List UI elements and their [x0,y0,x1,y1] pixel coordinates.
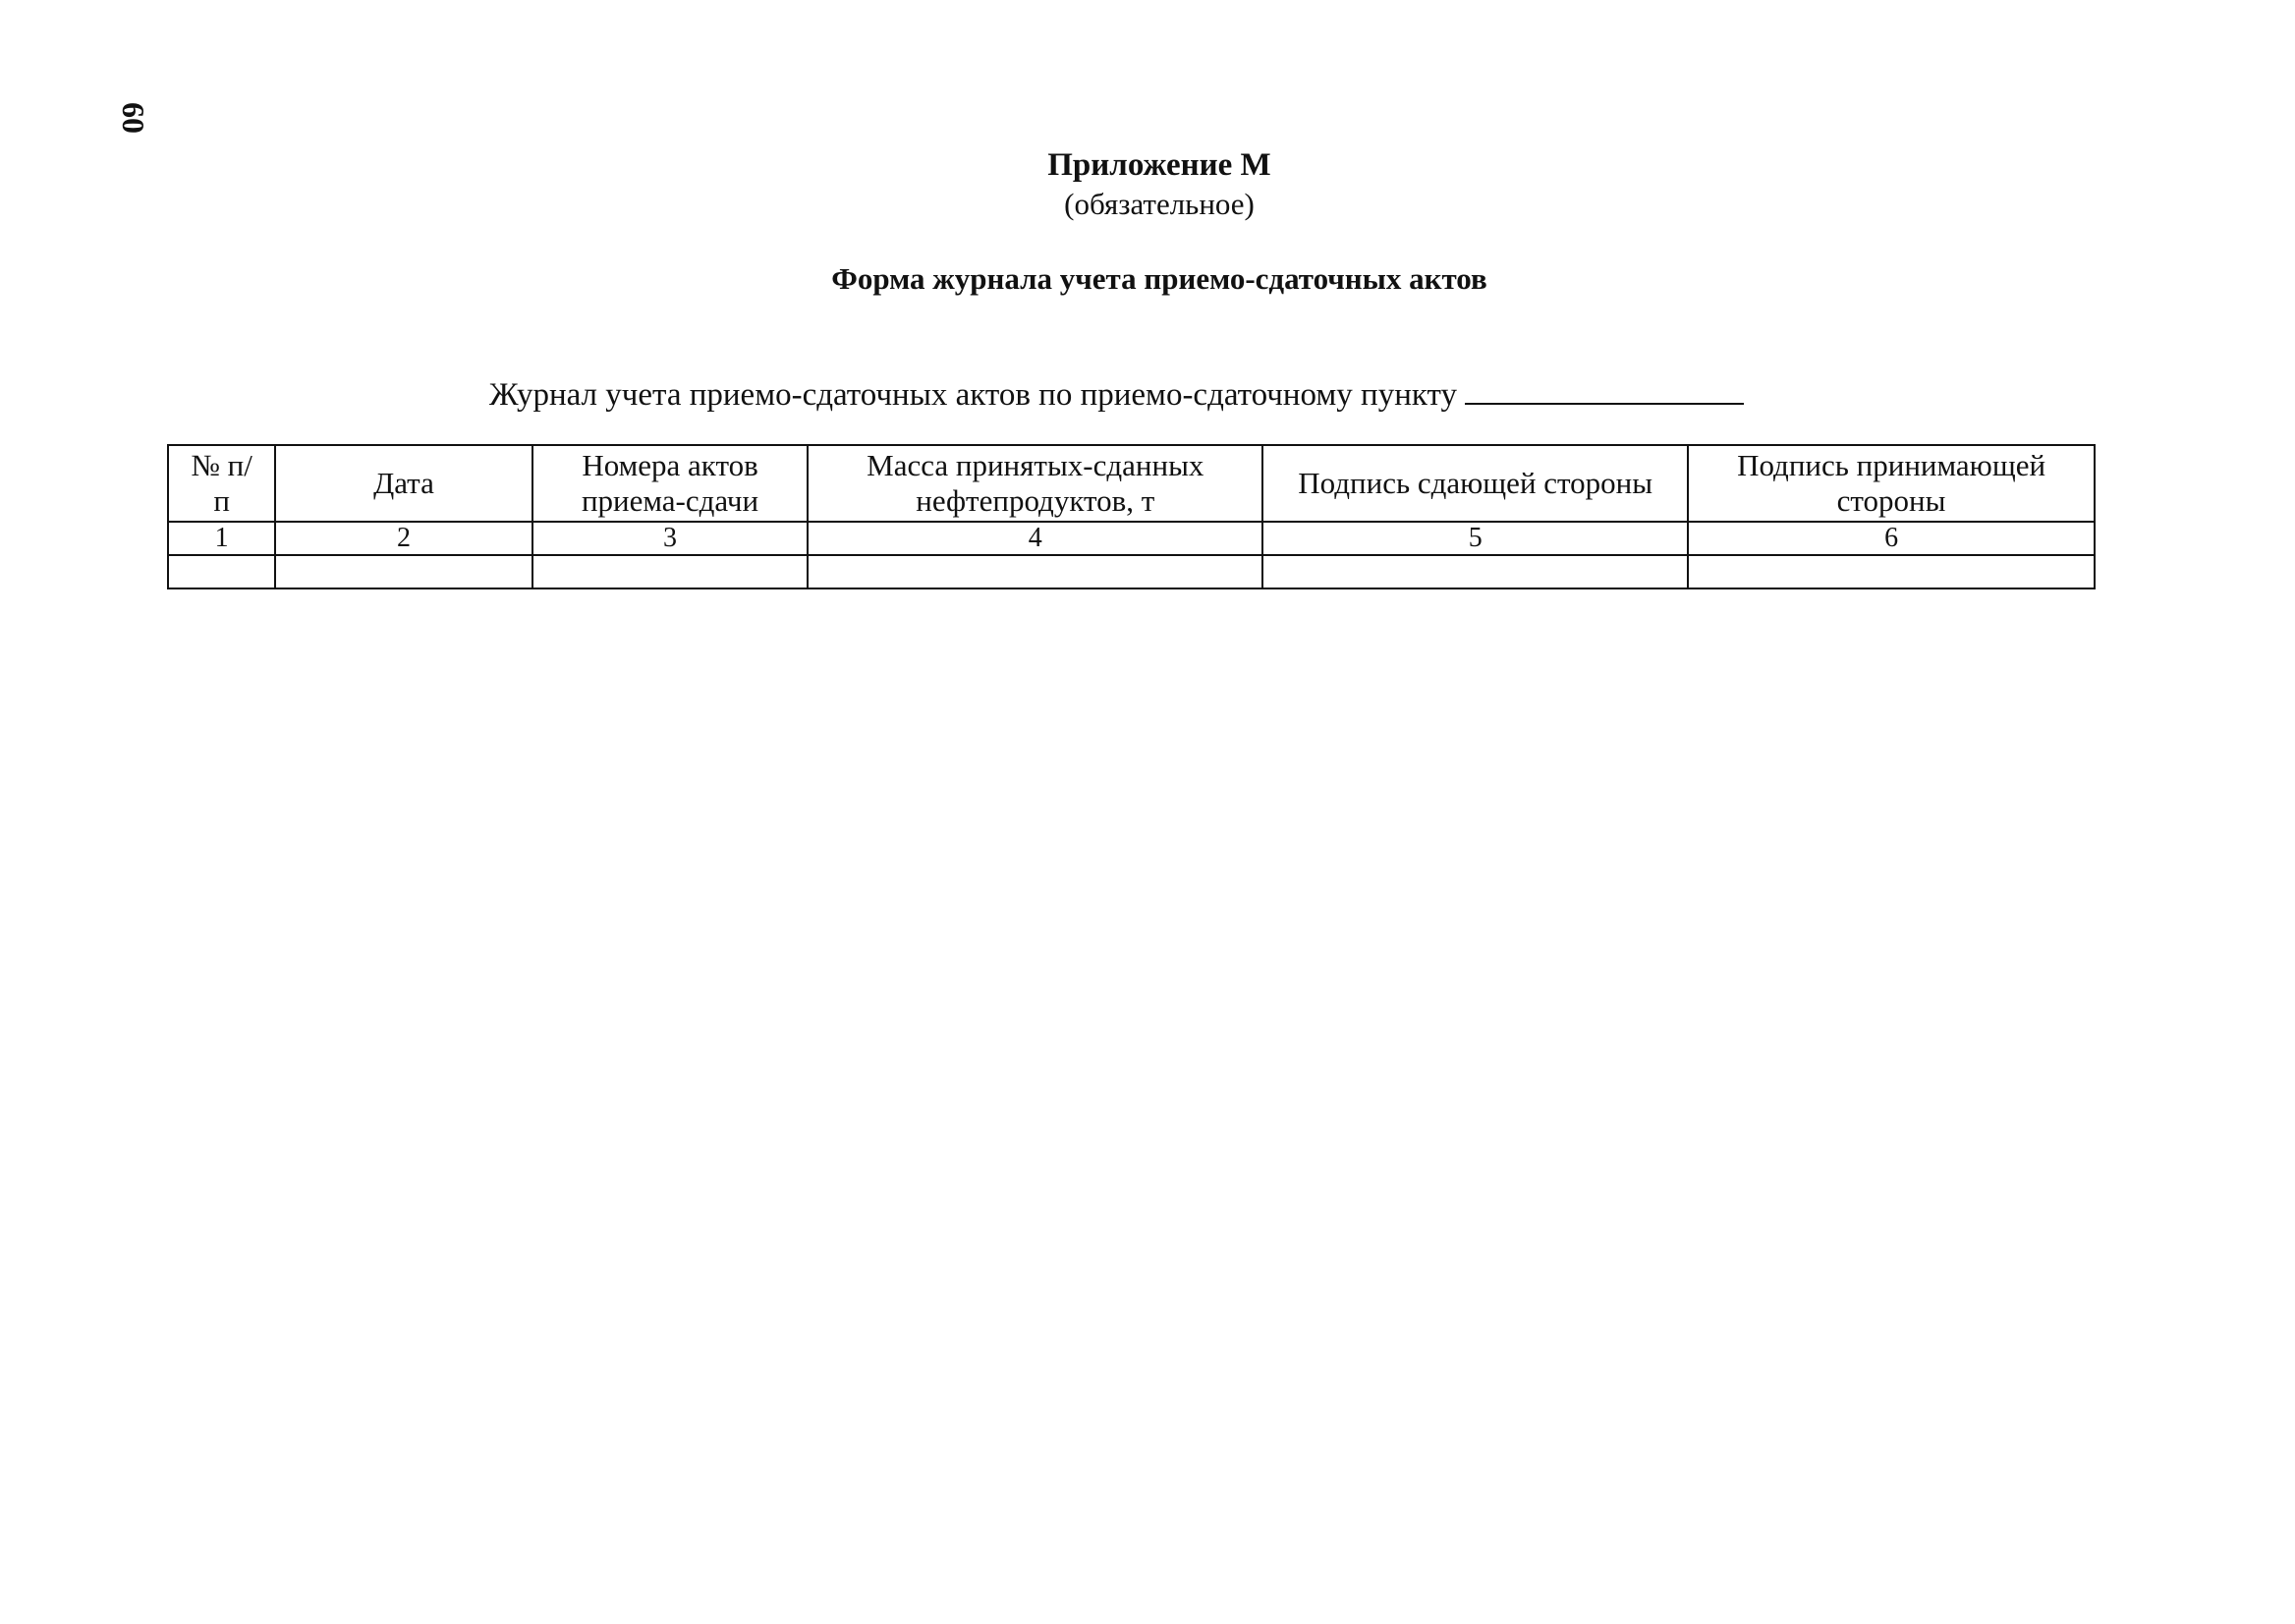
appendix-status: (обязательное) [1064,187,1255,221]
journal-point-blank-field[interactable] [1465,373,1744,405]
journal-table [167,444,2096,589]
empty-cell[interactable] [1688,555,2095,588]
column-header-date: Дата [275,445,532,522]
table-row [168,555,2095,588]
column-header-signature-receiver: Подпись принимающей стороны [1688,445,2095,522]
column-number: 4 [808,522,1262,555]
empty-cell[interactable] [1262,555,1688,588]
column-header-index: № п/п [168,445,275,522]
journal-intro-text: Журнал учета приемо-сдаточных актов по приемо-сдаточному пункту [489,377,1457,413]
journal-intro-line [489,373,1744,416]
column-number: 1 [168,522,275,555]
form-title: Форма журнала учета приемо-сдаточных актов [831,261,1487,296]
column-number: 6 [1688,522,2095,555]
column-header-signature-sender: Подпись сдающей стороны [1262,445,1688,522]
column-number: 5 [1262,522,1688,555]
column-number: 3 [532,522,809,555]
page-number: 60 [116,102,151,134]
column-number: 2 [275,522,532,555]
column-header-act-numbers: Номера актов приема-сдачи [532,445,809,522]
table-column-number-row [168,522,2095,555]
empty-cell[interactable] [808,555,1262,588]
appendix-title: Приложение М [1047,147,1271,183]
column-header-mass: Масса принятых-сданных нефтепродуктов, т [808,445,1262,522]
table-header-row [168,445,2095,522]
empty-cell[interactable] [532,555,809,588]
empty-cell[interactable] [168,555,275,588]
empty-cell[interactable] [275,555,532,588]
